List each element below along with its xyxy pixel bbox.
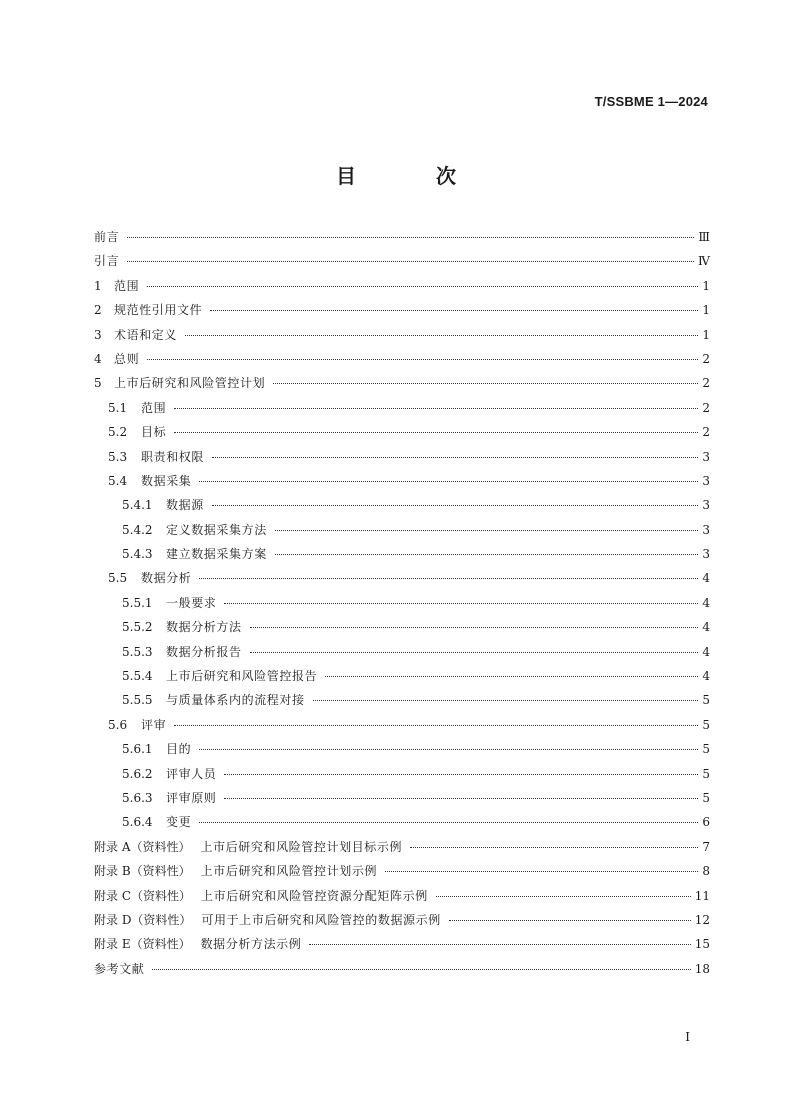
toc-entry-number: 附录 B（资料性） [94,864,191,879]
toc-entry-page: 3 [702,522,710,537]
toc-entry-page: 5 [702,766,710,781]
dot-leader [210,310,698,311]
toc-entry[interactable] [94,325,710,349]
toc-entry-page: 3 [702,498,710,513]
toc-entry[interactable] [94,300,710,324]
toc-entry-label: 上市后研究和风险管控资源分配矩阵示例 [201,888,428,903]
toc-entry[interactable] [94,447,710,471]
toc-entry-label: 术语和定义 [114,327,178,342]
toc-entry-number: 5.5.2 [122,620,153,635]
toc-entry-page: 18 [694,961,710,976]
dot-leader [199,578,698,579]
dot-leader [199,822,698,823]
toc-entry-number: 5.4.1 [122,498,153,513]
toc-entry-label: 数据分析 [141,571,192,586]
toc-entry-label: 数据源 [166,498,204,513]
toc-entry[interactable] [94,471,710,495]
toc-entry-page: 7 [702,839,710,854]
toc-entry-page: 11 [694,888,710,903]
toc-entry[interactable] [94,617,710,641]
toc-entry-label: 评审人员 [166,766,217,781]
toc-entry-label: 上市后研究和风险管控计划示例 [200,864,378,879]
toc-entry[interactable] [94,568,710,592]
toc-entry-number: 5.5.3 [122,644,153,659]
toc-entry-number: 附录 D（资料性） [94,912,192,927]
toc-entry-page: 1 [702,303,710,318]
dot-leader [127,237,694,238]
toc-entry-page: 4 [702,644,710,659]
toc-entry-label: 数据采集 [141,473,192,488]
toc-entry-number: 附录 A（资料性） [94,839,191,854]
toc-entry-label: 目的 [166,742,192,757]
dot-leader [224,798,698,799]
page-title: 目 次 [336,164,486,188]
toc-entry[interactable] [94,837,710,861]
toc-entry-number: 5.6.2 [122,766,153,781]
toc-entry-number: 4 [94,351,102,366]
toc-entry[interactable] [94,251,710,275]
dot-leader [250,627,698,628]
toc-entry-label: 数据分析方法示例 [200,937,302,952]
toc-entry-label: 引言 [94,254,120,269]
dot-leader [224,603,698,604]
toc-entry-number: 5.5 [108,571,128,586]
toc-entry-page: 4 [702,571,710,586]
toc-entry-number: 5.2 [108,425,128,440]
toc-entry-label: 数据分析方法 [166,620,242,635]
toc-entry-label: 评审 [141,717,167,732]
toc-entry-number: 5.6.4 [122,815,153,830]
dot-leader [313,700,698,701]
toc-entry-label: 上市后研究和风险管控报告 [166,669,318,684]
toc-entry[interactable] [94,373,710,397]
toc-entry-number: 5.6.1 [122,742,153,757]
document-code: T/SSBME 1—2024 [594,94,708,109]
dot-leader [147,286,698,287]
toc-entry-page: 4 [702,595,710,610]
dot-leader [185,335,698,336]
toc-entry[interactable] [94,666,710,690]
toc-entry-page: 2 [702,425,710,440]
toc-entry-number: 5.5.4 [122,669,153,684]
toc-entry-page: 2 [702,376,710,391]
toc-entry-page: 5 [702,790,710,805]
toc-entry-label: 一般要求 [166,595,217,610]
toc-entry-number: 5.4 [108,473,128,488]
dot-leader [273,383,698,384]
toc-entry[interactable] [94,398,710,422]
toc-entry-number: 5.5.5 [122,693,153,708]
dot-leader [127,261,694,262]
toc-entry-page: 3 [702,449,710,464]
toc-entry-page: 1 [702,327,710,342]
dot-leader [212,505,698,506]
toc-entry-page: 8 [702,864,710,879]
toc-entry-label: 目标 [141,425,167,440]
toc-entry-number: 5.4.2 [122,522,153,537]
dot-leader [436,896,691,897]
toc-entry-label: 参考文献 [94,961,145,976]
dot-leader [449,920,691,921]
toc-entry-page: Ⅲ [698,230,710,244]
toc-entry[interactable] [94,739,710,763]
toc-entry-label: 范围 [141,400,167,415]
toc-entry[interactable] [94,715,710,739]
toc-entry-page: 5 [702,693,710,708]
toc-entry-number: 1 [94,278,102,293]
table-of-contents [94,227,710,983]
dot-leader [152,969,690,970]
dot-leader [212,457,698,458]
dot-leader [174,432,698,433]
toc-entry[interactable] [94,593,710,617]
toc-entry[interactable] [94,788,710,812]
toc-entry[interactable] [94,812,710,836]
dot-leader [275,554,698,555]
toc-entry[interactable] [94,495,710,519]
toc-entry[interactable] [94,934,710,958]
dot-leader [385,871,698,872]
toc-entry-page: 2 [702,351,710,366]
toc-entry-label: 前言 [94,230,120,244]
toc-entry-number: 5.4.3 [122,547,153,562]
toc-entry-number: 5.6.3 [122,790,153,805]
toc-entry[interactable] [94,861,710,885]
toc-entry-page: 5 [702,717,710,732]
toc-entry-label: 总则 [114,351,140,366]
dot-leader [147,359,698,360]
page-number: I [685,1030,690,1044]
toc-entry-page: 12 [694,912,710,927]
toc-entry[interactable] [94,349,710,373]
toc-entry-page: 4 [702,669,710,684]
dot-leader [199,481,698,482]
dot-leader [174,408,698,409]
toc-entry-page: 6 [702,815,710,830]
dot-leader [309,944,690,945]
toc-entry-page: 5 [702,742,710,757]
toc-entry-page: 3 [702,473,710,488]
toc-entry-number: 5.3 [108,449,128,464]
dot-leader [174,725,698,726]
toc-entry[interactable] [94,910,710,934]
toc-entry-page: 1 [702,278,710,293]
toc-entry[interactable] [94,764,710,788]
dot-leader [325,676,698,677]
toc-entry-number: 5 [94,376,102,391]
toc-entry[interactable] [94,544,710,568]
toc-entry-label: 上市后研究和风险管控计划目标示例 [200,839,403,854]
dot-leader [250,652,698,653]
toc-entry-page: 4 [702,620,710,635]
toc-entry-number: 2 [94,303,102,318]
toc-entry-label: 变更 [166,815,192,830]
toc-entry[interactable] [94,276,710,300]
toc-entry-label: 数据分析报告 [166,644,242,659]
toc-entry-number: 3 [94,327,102,342]
toc-entry-label: 建立数据采集方案 [166,547,267,562]
dot-leader [275,530,698,531]
toc-entry-page: 15 [694,937,710,952]
toc-entry-number: 5.6 [108,717,128,732]
toc-entry[interactable] [94,642,710,666]
toc-entry-label: 评审原则 [166,790,217,805]
toc-entry-number: 5.1 [108,400,128,415]
toc-entry-label: 上市后研究和风险管控计划 [114,376,266,391]
toc-entry-page: 2 [702,400,710,415]
toc-entry-number: 附录 C（资料性） [94,888,191,903]
toc-entry[interactable] [94,886,710,910]
toc-entry-label: 规范性引用文件 [114,303,203,318]
toc-entry[interactable] [94,422,710,446]
toc-entry[interactable] [94,227,710,251]
toc-entry[interactable] [94,959,710,983]
toc-entry-label: 可用于上市后研究和风险管控的数据源示例 [201,912,441,927]
dot-leader [410,847,698,848]
toc-entry-label: 范围 [114,278,140,293]
dot-leader [224,774,698,775]
toc-entry-number: 5.5.1 [122,595,153,610]
toc-entry[interactable] [94,690,710,714]
toc-entry[interactable] [94,520,710,544]
toc-entry-label: 职责和权限 [141,449,205,464]
toc-entry-label: 与质量体系内的流程对接 [166,693,305,708]
toc-entry-label: 定义数据采集方法 [166,522,267,537]
dot-leader [199,749,698,750]
toc-entry-number: 附录 E（资料性） [94,937,191,952]
toc-entry-page: Ⅳ [698,254,710,269]
toc-entry-page: 3 [702,547,710,562]
